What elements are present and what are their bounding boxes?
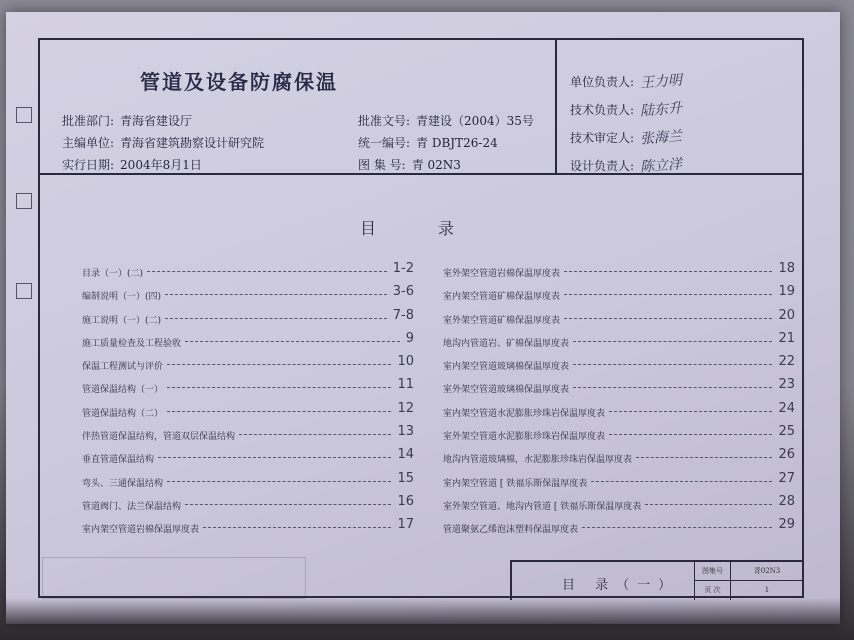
field-label: 批准部门: [62,114,115,128]
title-block-grid [694,562,803,600]
toc-entry-title: 编制说明（一）(四) [82,292,162,303]
toc-entry-title: 目录（一）(二) [82,269,144,279]
role-label: 设计负责人: [570,159,635,173]
toc-entry-page: 13 [397,424,414,440]
toc-leader-line [203,527,391,528]
field-label: 实行日期: [62,158,115,172]
toc-entry [82,376,414,399]
toc-entry-page: 27 [778,470,795,486]
toc-leader-line [239,434,391,435]
toc-entry-title: 保温工程测试与评价 [82,362,164,373]
toc-entry [82,283,414,306]
toc-entry-title: 室内架空管道矿棉保温厚度表 [443,292,561,303]
toc-leader-line [645,504,772,505]
handwritten-signature: 陈立洋 [639,156,683,176]
toc-entry-title: 地沟内管道玻璃棉，水泥膨胀珍珠岩保温厚度表 [443,455,633,466]
toc-leader-line [573,387,772,388]
toc-entry [443,260,795,283]
toc-leader-line [165,318,387,319]
toc-entry-page: 10 [397,354,414,370]
signature-row [570,152,682,180]
toc-entry-title: 垂直管道保温结构 [82,455,155,466]
toc-entry [82,493,414,516]
toc-entry-page: 1-2 [392,261,414,276]
binding-cell [16,193,32,209]
toc-entry-page: 16 [397,493,414,509]
toc-entry [443,376,795,399]
toc-entry [443,283,795,306]
field-label: 统一编号: [358,136,411,150]
toc-entry-page: 23 [778,377,795,393]
approval-info [62,110,264,176]
toc-entry-page: 21 [778,330,795,346]
signature-row [570,68,682,96]
toc-entry-title: 伴热管道保温结构，管道双层保温结构 [82,432,236,443]
binding-cell [16,283,32,299]
toc-entry-page: 9 [405,330,414,346]
toc-leader-line [147,271,387,272]
toc-entry [443,307,795,330]
toc-leader-line [591,481,772,482]
toc-entry-page: 7-8 [392,307,414,323]
toc-entry [443,400,795,423]
toc-entry-title: 管道保温结构（一） [82,385,164,396]
toc-entry-title: 管道保温结构（二） [82,408,164,419]
toc-entry [443,516,795,539]
number-row [358,110,534,132]
toc-entry-page: 14 [397,447,414,463]
toc-leader-line [564,294,772,295]
toc-entry-title: 室外架空管道玻璃棉保温厚度表 [443,385,570,396]
toc-entry-page: 22 [778,354,795,370]
signature-row [570,124,682,152]
toc-leader-line [564,318,772,319]
toc-entry [443,446,795,469]
toc-entry-title: 室外架空管道岩棉保温厚度表 [443,269,561,279]
toc-entry [82,446,414,469]
toc-entry-page: 29 [778,517,795,533]
field-label: 主编单位: [62,136,115,150]
role-label: 技术审定人: [570,131,635,145]
atlas-number-label: 图集号 [695,562,731,581]
field-label: 批准文号: [358,114,411,128]
toc-entry-page: 15 [397,470,414,486]
page-label: 页 次 [695,581,731,600]
approval-row [62,132,264,154]
toc-leader-line [582,527,772,528]
role-label: 技术负责人: [570,103,635,117]
number-row [358,154,534,176]
toc-leader-line [573,341,772,342]
toc-leader-line [165,294,387,295]
toc-entry [443,330,795,353]
toc-entry [82,423,414,446]
handwritten-signature: 王力明 [639,72,683,92]
toc-entry-title: 室外架空管道矿棉保温厚度表 [443,315,561,326]
toc-leader-line [167,364,391,365]
toc-entry [443,470,795,493]
atlas-title: 管道及设备防腐保温 [140,70,338,94]
binding-cell [16,107,32,123]
signature-row [570,96,682,124]
field-value: 青 DBJT26-24 [416,136,498,150]
page-number: 1 [764,586,770,594]
field-label: 图 集 号: [358,158,406,172]
field-value: 青 02N3 [411,158,461,172]
number-row [358,132,534,154]
faint-stamp-box [42,557,306,599]
toc-entry-title: 弯头、三通保温结构 [82,478,164,489]
toc-entry [82,260,414,283]
toc-leader-line [185,504,391,505]
toc-entry-page: 25 [778,424,795,440]
atlas-number-value: 青02N3 [731,562,803,581]
toc-entry-title: 地沟内管道岩、矿棉保温厚度表 [443,338,570,349]
toc-entry-page: 12 [397,400,414,416]
toc-column-right [443,260,795,540]
toc-leader-line [167,411,391,412]
toc-entry-page: 20 [778,307,795,323]
field-value: 2004年8月1日 [120,158,202,172]
toc-entry-title: 室内架空管道玻璃棉保温厚度表 [443,362,570,373]
toc-entry-page: 18 [778,261,795,276]
handwritten-signature: 陆东升 [639,100,683,120]
toc-entry-page: 28 [778,493,795,509]
toc-leader-line [167,387,391,388]
toc-entry [82,400,414,423]
toc-column-left [82,260,414,540]
toc-entry-page: 19 [778,284,795,300]
toc-entry [82,516,414,539]
toc-entry-title: 管道阀门、法兰保温结构 [82,501,182,512]
toc-leader-line [167,481,391,482]
toc-entry [82,470,414,493]
toc-entry [82,353,414,376]
toc-entry-page: 3-6 [392,284,414,300]
toc-leader-line [158,457,391,458]
toc-entry-title: 室内架空管道 [ 铁福乐斯保温厚度表 [443,478,588,489]
toc-entry [82,330,414,353]
toc-entry-page: 17 [397,517,414,533]
drawing-sheet [6,12,840,624]
toc-entry-title: 施工质量检查及工程验收 [82,338,182,349]
field-value: 青海省建设厅 [120,114,193,128]
document-numbers [358,110,534,176]
toc-entry-title: 室外架空管道水泥膨胀珍珠岩保温厚度表 [443,432,606,443]
toc-entry-title: 室内架空管道岩棉保温厚度表 [82,525,200,536]
role-label: 单位负责人: [570,75,635,89]
title-block [510,560,802,600]
toc-entry [82,307,414,330]
field-value: 青海省建筑勘察设计研究院 [120,136,265,150]
toc-leader-line [636,457,772,458]
toc-entry-title: 室外架空管道、地沟内管道 [ 铁福乐斯保温厚度表 [443,501,642,512]
toc-leader-line [609,434,772,435]
toc-heading: 目录 [360,219,517,238]
toc-entry [443,353,795,376]
header-vertical-divider [555,40,557,174]
toc-entry-page: 26 [778,447,795,463]
toc-entry-title: 施工说明（一）(二) [82,315,162,326]
approval-row [62,154,264,176]
field-value: 青建设（2004）35号 [416,114,534,128]
toc-entry-page: 11 [397,377,414,393]
drawing-frame [38,38,804,598]
toc-leader-line [609,411,772,412]
toc-entry [443,423,795,446]
toc-entry-title: 管道聚氨乙烯泡沫塑料保温厚度表 [443,525,579,536]
toc-entry-page: 24 [778,400,795,416]
toc-entry [443,493,795,516]
toc-leader-line [573,364,772,365]
handwritten-signature: 张海兰 [639,128,683,148]
approval-row [62,110,264,132]
sheet-title: 目 录（一） [562,578,680,593]
toc-leader-line [564,271,772,272]
sheet-shadow [6,598,840,624]
responsible-persons [570,68,682,180]
toc-entry-title: 室内架空管道水泥膨胀珍珠岩保温厚度表 [443,408,606,419]
toc-leader-line [185,341,400,342]
